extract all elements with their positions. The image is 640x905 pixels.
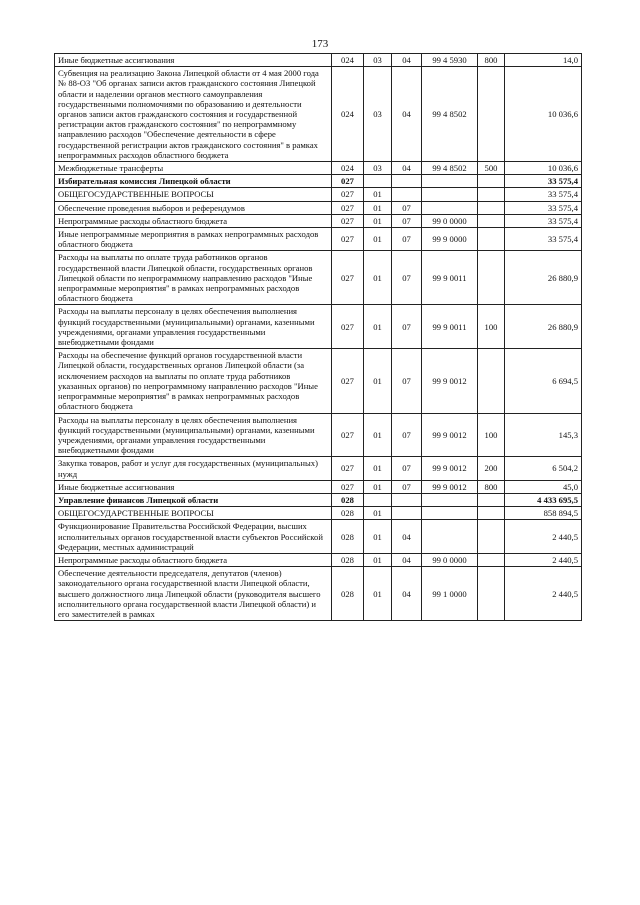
target-article-cell xyxy=(422,201,478,214)
ministry-code-cell: 027 xyxy=(332,349,364,413)
table-body xyxy=(55,54,582,621)
section-code-cell: 01 xyxy=(364,201,392,214)
expense-type-cell xyxy=(478,67,505,162)
target-article-cell xyxy=(422,493,478,506)
ministry-code-cell: 027 xyxy=(332,214,364,227)
expense-name-cell: Непрограммные расходы областного бюджета xyxy=(55,214,332,227)
table-row xyxy=(55,567,582,621)
table-row xyxy=(55,457,582,480)
section-code-cell: 01 xyxy=(364,480,392,493)
target-article-cell: 99 9 0012 xyxy=(422,349,478,413)
subsection-code-cell: 04 xyxy=(392,553,422,566)
expense-name-cell: Избирательная комиссия Липецкой области xyxy=(55,175,332,188)
amount-cell: 26 880,9 xyxy=(505,305,582,349)
ministry-code-cell: 024 xyxy=(332,54,364,67)
target-article-cell: 99 0 0000 xyxy=(422,553,478,566)
subsection-code-cell: 04 xyxy=(392,162,422,175)
expense-name-cell: Управление финансов Липецкой области xyxy=(55,493,332,506)
expense-name-cell: Закупка товаров, работ и услуг для государственных (муниципальных) нужд xyxy=(55,457,332,480)
expense-type-cell: 800 xyxy=(478,54,505,67)
target-article-cell: 99 9 0012 xyxy=(422,457,478,480)
expense-name-cell: Обеспечение проведения выборов и референдумов xyxy=(55,201,332,214)
expense-name-cell: Обеспечение деятельности председателя, депутатов (членов) законодательного органа государственной власти Липецкой области, высшего должностного лица Липецкой области (руководителя высшего исполнительного органа государственной власти Липецкой области) и его заместителей в рамках xyxy=(55,567,332,621)
expense-type-cell xyxy=(478,214,505,227)
expense-name-cell: Расходы на выплаты персоналу в целях обеспечения выполнения функций государственными (муниципальными) органами, казенными учреждениями, органами управления государственными внебюджетными фондами xyxy=(55,413,332,457)
target-article-cell: 99 4 8502 xyxy=(422,67,478,162)
amount-cell: 45,0 xyxy=(505,480,582,493)
target-article-cell: 99 4 5930 xyxy=(422,54,478,67)
subsection-code-cell xyxy=(392,175,422,188)
expense-type-cell xyxy=(478,251,505,305)
amount-cell: 6 504,2 xyxy=(505,457,582,480)
expense-type-cell xyxy=(478,175,505,188)
expense-type-cell xyxy=(478,188,505,201)
section-code-cell: 03 xyxy=(364,54,392,67)
expense-type-cell xyxy=(478,567,505,621)
target-article-cell: 99 4 8502 xyxy=(422,162,478,175)
table-row xyxy=(55,175,582,188)
expense-name-cell: ОБЩЕГОСУДАРСТВЕННЫЕ ВОПРОСЫ xyxy=(55,507,332,520)
subsection-code-cell: 04 xyxy=(392,54,422,67)
table-row xyxy=(55,507,582,520)
expense-name-cell: Субвенция на реализацию Закона Липецкой области от 4 мая 2000 года № 88-ОЗ "Об органах записи актов гражданского состояния Липецкой области и наделении органов местного самоуправления государственными полномочиями по образованию и деятельности органов записи актов гражданского состояния и государственной регистрации актов гражданского состояния" по непрограммному направлению расходов "Обеспечение деятельности в сфере государственной регистрации актов гражданского состояния" в рамках непрограммных расходов областного бюджета xyxy=(55,67,332,162)
section-code-cell: 03 xyxy=(364,67,392,162)
table-row xyxy=(55,228,582,251)
ministry-code-cell: 027 xyxy=(332,457,364,480)
subsection-code-cell: 07 xyxy=(392,457,422,480)
target-article-cell xyxy=(422,175,478,188)
amount-cell: 33 575,4 xyxy=(505,175,582,188)
amount-cell: 145,3 xyxy=(505,413,582,457)
section-code-cell: 01 xyxy=(364,457,392,480)
ministry-code-cell: 027 xyxy=(332,175,364,188)
table-row xyxy=(55,520,582,554)
expense-type-cell: 800 xyxy=(478,480,505,493)
amount-cell: 858 894,5 xyxy=(505,507,582,520)
ministry-code-cell: 028 xyxy=(332,567,364,621)
section-code-cell: 01 xyxy=(364,349,392,413)
section-code-cell: 01 xyxy=(364,188,392,201)
table-row xyxy=(55,493,582,506)
table-row xyxy=(55,251,582,305)
subsection-code-cell: 07 xyxy=(392,305,422,349)
expense-name-cell: Расходы на выплаты персоналу в целях обеспечения выполнения функций государственными (муниципальными) органами, казенными учреждениями, органами управления государственными внебюджетными фондами xyxy=(55,305,332,349)
table-row xyxy=(55,305,582,349)
target-article-cell xyxy=(422,520,478,554)
expense-type-cell: 500 xyxy=(478,162,505,175)
ministry-code-cell: 027 xyxy=(332,201,364,214)
expense-name-cell: Иные бюджетные ассигнования xyxy=(55,480,332,493)
ministry-code-cell: 027 xyxy=(332,305,364,349)
expense-name-cell: Иные непрограммные мероприятия в рамках непрограммных расходов областного бюджета xyxy=(55,228,332,251)
target-article-cell: 99 9 0012 xyxy=(422,413,478,457)
amount-cell: 33 575,4 xyxy=(505,228,582,251)
subsection-code-cell: 07 xyxy=(392,413,422,457)
target-article-cell: 99 9 0000 xyxy=(422,228,478,251)
target-article-cell xyxy=(422,507,478,520)
subsection-code-cell: 07 xyxy=(392,480,422,493)
expense-name-cell: Расходы на выплаты по оплате труда работников органов государственной власти Липецкой области, государственных органов Липецкой области по непрограммному направлению расходов "Иные непрограммные мероприятия" в рамках непрограммных расходов областного бюджета xyxy=(55,251,332,305)
amount-cell: 33 575,4 xyxy=(505,214,582,227)
ministry-code-cell: 028 xyxy=(332,493,364,506)
subsection-code-cell: 07 xyxy=(392,214,422,227)
table-row xyxy=(55,349,582,413)
expense-name-cell: Иные бюджетные ассигнования xyxy=(55,54,332,67)
expense-name-cell: Межбюджетные трансферты xyxy=(55,162,332,175)
table-row xyxy=(55,162,582,175)
ministry-code-cell: 027 xyxy=(332,413,364,457)
section-code-cell: 01 xyxy=(364,413,392,457)
subsection-code-cell: 04 xyxy=(392,567,422,621)
budget-table xyxy=(54,53,582,621)
expense-type-cell xyxy=(478,520,505,554)
section-code-cell: 01 xyxy=(364,567,392,621)
table-row xyxy=(55,480,582,493)
expense-name-cell: Расходы на обеспечение функций органов государственной власти Липецкой области, государственных органов Липецкой области (за исключением расходов на выплаты по оплате труда работников указанных органов) по непрограммному направлению расходов "Иные непрограммные мероприятия" в рамках непрограммных расходов областного бюджета xyxy=(55,349,332,413)
target-article-cell: 99 9 0011 xyxy=(422,251,478,305)
expense-type-cell: 100 xyxy=(478,305,505,349)
amount-cell: 33 575,4 xyxy=(505,188,582,201)
page-number: 173 xyxy=(311,38,329,50)
amount-cell: 6 694,5 xyxy=(505,349,582,413)
expense-type-cell xyxy=(478,349,505,413)
expense-type-cell xyxy=(478,228,505,251)
target-article-cell: 99 1 0000 xyxy=(422,567,478,621)
ministry-code-cell: 028 xyxy=(332,507,364,520)
subsection-code-cell: 07 xyxy=(392,201,422,214)
subsection-code-cell: 04 xyxy=(392,67,422,162)
table-row xyxy=(55,67,582,162)
amount-cell: 10 036,6 xyxy=(505,67,582,162)
amount-cell: 33 575,4 xyxy=(505,201,582,214)
amount-cell: 10 036,6 xyxy=(505,162,582,175)
amount-cell: 26 880,9 xyxy=(505,251,582,305)
subsection-code-cell xyxy=(392,507,422,520)
section-code-cell xyxy=(364,175,392,188)
expense-name-cell: ОБЩЕГОСУДАРСТВЕННЫЕ ВОПРОСЫ xyxy=(55,188,332,201)
table-row xyxy=(55,214,582,227)
expense-type-cell xyxy=(478,493,505,506)
table-row xyxy=(55,54,582,67)
section-code-cell: 01 xyxy=(364,553,392,566)
amount-cell: 2 440,5 xyxy=(505,567,582,621)
expense-type-cell xyxy=(478,553,505,566)
subsection-code-cell: 07 xyxy=(392,349,422,413)
target-article-cell: 99 0 0000 xyxy=(422,214,478,227)
section-code-cell: 03 xyxy=(364,162,392,175)
subsection-code-cell: 04 xyxy=(392,520,422,554)
table-row xyxy=(55,413,582,457)
section-code-cell xyxy=(364,493,392,506)
ministry-code-cell: 028 xyxy=(332,520,364,554)
section-code-cell: 01 xyxy=(364,305,392,349)
amount-cell: 2 440,5 xyxy=(505,553,582,566)
section-code-cell: 01 xyxy=(364,228,392,251)
ministry-code-cell: 027 xyxy=(332,228,364,251)
target-article-cell: 99 9 0011 xyxy=(422,305,478,349)
ministry-code-cell: 027 xyxy=(332,480,364,493)
subsection-code-cell xyxy=(392,493,422,506)
expense-name-cell: Непрограммные расходы областного бюджета xyxy=(55,553,332,566)
subsection-code-cell: 07 xyxy=(392,228,422,251)
amount-cell: 4 433 695,5 xyxy=(505,493,582,506)
ministry-code-cell: 027 xyxy=(332,188,364,201)
ministry-code-cell: 027 xyxy=(332,251,364,305)
section-code-cell: 01 xyxy=(364,507,392,520)
expense-type-cell xyxy=(478,507,505,520)
target-article-cell xyxy=(422,188,478,201)
section-code-cell: 01 xyxy=(364,520,392,554)
amount-cell: 14,0 xyxy=(505,54,582,67)
ministry-code-cell: 024 xyxy=(332,67,364,162)
ministry-code-cell: 024 xyxy=(332,162,364,175)
amount-cell: 2 440,5 xyxy=(505,520,582,554)
ministry-code-cell: 028 xyxy=(332,553,364,566)
section-code-cell: 01 xyxy=(364,214,392,227)
subsection-code-cell xyxy=(392,188,422,201)
expense-type-cell: 200 xyxy=(478,457,505,480)
table-row xyxy=(55,553,582,566)
expense-type-cell xyxy=(478,201,505,214)
target-article-cell: 99 9 0012 xyxy=(422,480,478,493)
section-code-cell: 01 xyxy=(364,251,392,305)
table-row xyxy=(55,188,582,201)
expense-type-cell: 100 xyxy=(478,413,505,457)
expense-name-cell: Функционирование Правительства Российской Федерации, высших исполнительных органов государственной власти субъектов Российской Федерации, местных администраций xyxy=(55,520,332,554)
table-row xyxy=(55,201,582,214)
subsection-code-cell: 07 xyxy=(392,251,422,305)
